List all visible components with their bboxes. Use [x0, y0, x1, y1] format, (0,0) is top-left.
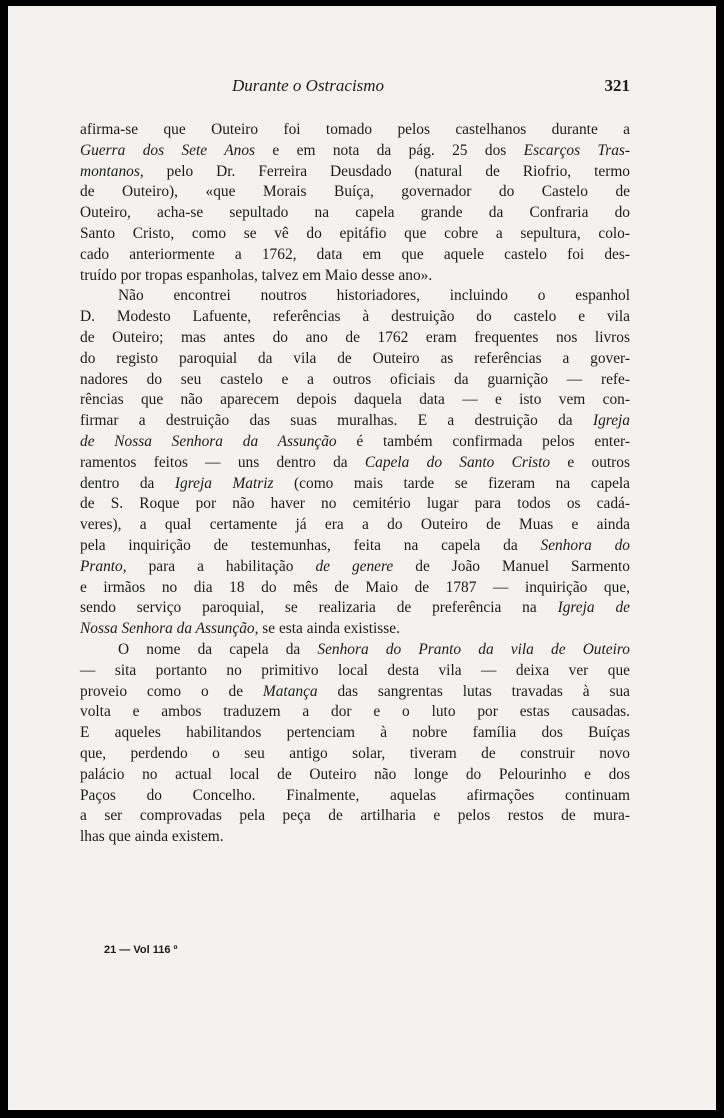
- text-run: volta e ambos traduzem a dor e o luto por estas causadas.: [80, 703, 630, 721]
- text-line: [80, 203, 630, 224]
- text-run: a ser comprovadas pela peça de artilharia e pelos restos de mura-: [80, 807, 630, 825]
- text-run: afirma-se que Outeiro foi tomado pelos castelhanos durante a: [80, 121, 630, 138]
- text-run: (como mais tarde se fizeram na capela: [273, 474, 631, 492]
- text-line: [80, 224, 630, 245]
- text-run: Santo Cristo, como se vê do epitáfio que cobre a sepultura, colo-: [80, 224, 630, 242]
- text-run: veres), a qual certamente já era a do Outeiro de Muas e ainda: [80, 516, 630, 534]
- italic-text: Igreja Matriz: [174, 474, 274, 492]
- text-run: O nome da capela da: [118, 640, 318, 658]
- paragraph: [80, 120, 630, 286]
- text-run: de Outeiro), «que Morais Buíça, governador do Castelo de: [80, 183, 630, 201]
- text-line: [80, 702, 630, 723]
- text-run: e em nota da pág. 25 dos: [255, 141, 524, 159]
- text-run: firmar a destruição das suas muralhas. E a destruição da: [80, 412, 593, 430]
- text-run: Outeiro, acha-se sepultado na capela grande da Confraria do: [80, 204, 630, 222]
- page-number: 321: [604, 76, 630, 95]
- text-line: [80, 557, 630, 578]
- text-run: do registo paroquial da vila de Outeiro as referências a gover-: [80, 349, 630, 367]
- text-line: [80, 286, 630, 307]
- text-line: [80, 245, 630, 266]
- text-line: [80, 661, 630, 682]
- text-line: [80, 411, 630, 432]
- paragraph: [80, 286, 630, 640]
- text-run: Não encontrei noutros historiadores, incluindo o espanhol: [118, 287, 630, 305]
- text-run: cado anteriormente a 1762, data em que aquele castelo foi des-: [80, 245, 630, 263]
- italic-text: Escarços Tras-: [523, 141, 630, 159]
- text-line: [80, 619, 630, 640]
- text-line: [80, 390, 630, 411]
- text-run: é também confirmada pelos enter-: [336, 432, 630, 450]
- page-header: [80, 76, 630, 100]
- text-line: [80, 765, 630, 786]
- text-line: [80, 536, 630, 557]
- italic-text: montanos: [80, 162, 140, 180]
- italic-text: Matança: [262, 682, 318, 700]
- italic-text: Senhora do: [540, 536, 630, 554]
- text-run: nadores do seu castelo e a outros oficiais da guarnição — refe-: [80, 370, 630, 388]
- body-text: [80, 120, 630, 848]
- italic-text: Nossa Senhora da Assunção: [80, 620, 255, 638]
- text-line: [80, 723, 630, 744]
- text-run: de S. Roque por não haver no cemitério lugar para todos os cadá-: [80, 495, 630, 513]
- italic-text: Igreja de: [557, 599, 630, 617]
- text-run: palácio no actual local de Outeiro não longe do Pelourinho e dos: [80, 765, 630, 783]
- text-line: [80, 786, 630, 807]
- italic-text: Guerra dos Sete Anos: [80, 141, 256, 159]
- text-run: , pelo Dr. Ferreira Deusdado (natural de Riofrio, termo: [139, 162, 630, 180]
- text-run: e outros: [550, 453, 630, 471]
- text-run: dentro da: [80, 474, 175, 492]
- text-run: ramentos feitos — uns dentro da: [80, 453, 365, 471]
- text-run: , para a habilitação: [122, 557, 316, 575]
- text-line: [80, 432, 630, 453]
- text-run: truído por tropas espanholas, talvez em Maio desse ano».: [80, 266, 433, 284]
- text-run: sendo serviço paroquial, se realizaria de preferência na: [80, 599, 558, 617]
- text-run: , se esta ainda existisse.: [254, 620, 400, 638]
- printer-signature: 21 — Vol 116 º: [104, 944, 178, 956]
- text-run: pela inquirição de testemunhas, feita na capela da: [80, 536, 541, 554]
- text-run: proveio como o de: [80, 682, 263, 700]
- text-line: [80, 494, 630, 515]
- text-line: [80, 307, 630, 328]
- italic-text: de Nossa Senhora da Assunção: [80, 432, 337, 450]
- text-run: Paços do Concelho. Finalmente, aquelas afirmações continuam: [80, 786, 630, 804]
- italic-text: Pranto: [80, 557, 123, 575]
- book-page: [8, 6, 716, 1110]
- text-run: rências que não aparecem depois daquela data — e isto vem con-: [80, 391, 630, 409]
- text-line: [80, 682, 630, 703]
- text-run: E aqueles habilitandos pertenciam à nobre família dos Buíças: [80, 724, 630, 742]
- text-run: lhas que ainda existem.: [80, 828, 224, 846]
- italic-text: Capela do Santo Cristo: [364, 453, 551, 471]
- text-line: [80, 640, 630, 661]
- text-line: [80, 370, 630, 391]
- text-line: [80, 806, 630, 827]
- text-line: [80, 162, 630, 183]
- running-title: Durante o Ostracismo: [232, 76, 385, 95]
- text-line: [80, 474, 630, 495]
- text-line: [80, 141, 630, 162]
- text-run: que, perdendo o seu antigo solar, tiveram de construir novo: [80, 744, 630, 762]
- italic-text: Senhora do Pranto da vila de Outeiro: [317, 640, 630, 658]
- italic-text: de genere: [315, 557, 394, 575]
- text-line: [80, 349, 630, 370]
- text-run: D. Modesto Lafuente, referências à destruição do castelo e vila: [80, 308, 630, 326]
- text-run: — sita portanto no primitivo local desta vila — deixa ver que: [80, 661, 630, 679]
- text-line: [80, 744, 630, 765]
- text-run: e irmãos no dia 18 do mês de Maio de 1787 — inquirição que,: [80, 578, 630, 596]
- text-run: de João Manuel Sarmento: [393, 557, 630, 575]
- text-line: [80, 453, 630, 474]
- text-line: [80, 827, 630, 848]
- text-line: [80, 515, 630, 536]
- text-line: [80, 598, 630, 619]
- text-line: [80, 120, 630, 141]
- text-run: das sangrentas lutas travadas à sua: [317, 682, 630, 700]
- text-line: [80, 578, 630, 599]
- paragraph: [80, 640, 630, 848]
- italic-text: Igreja: [592, 412, 630, 430]
- text-line: [80, 182, 630, 203]
- text-run: de Outeiro; mas antes do ano de 1762 eram frequentes nos livros: [80, 328, 630, 346]
- text-line: [80, 266, 630, 287]
- text-line: [80, 328, 630, 349]
